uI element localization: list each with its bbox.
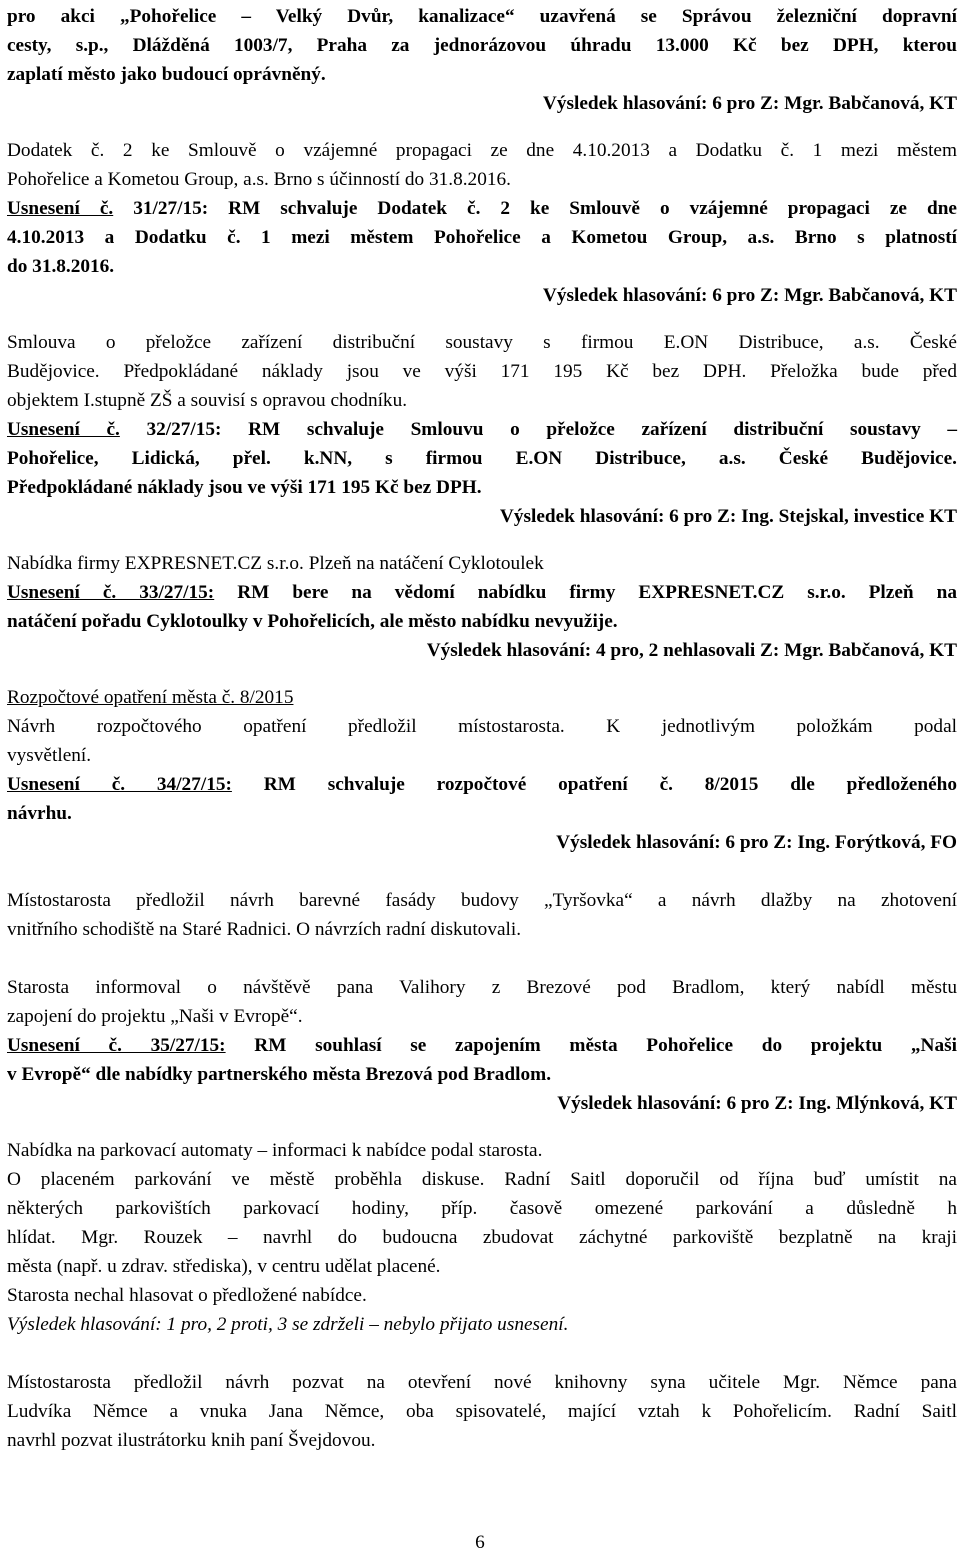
text-line: Nabídka firmy EXPRESNET.CZ s.r.o. Plzeň na natáčení Cyklotoulek	[7, 553, 544, 574]
resolution-label: Usnesení č. 35/27/15:	[7, 1035, 226, 1056]
resolution-text: RM bere na vědomí nabídku firmy EXPRESNET.CZ s.r.o. Plzeň na	[214, 582, 957, 603]
resolution-text: 4.10.2013 a Dodatku č. 1 mezi městem Pohořelice a Kometou Group, a.s. Brno s platností	[7, 227, 957, 248]
text-line: pro akci „Pohořelice – Velký Dvůr, kanalizace“ uzavřená se Správou železniční dopravní	[7, 6, 957, 27]
text-line: Budějovice. Předpokládané náklady jsou ve výši 171 195 Kč bez DPH. Přeložka bude před	[7, 361, 957, 382]
resolution-text: natáčení pořadu Cyklotoulky v Pohořelicích, ale město nabídku nevyužije.	[7, 611, 618, 632]
text-line: vnitřního schodiště na Staré Radnici. O návrzích radní diskutovali.	[7, 919, 522, 940]
section-heading: Rozpočtové opatření města č. 8/2015	[7, 687, 294, 708]
resolution-line	[7, 415, 957, 444]
text-line: Pohořelice a Kometou Group, a.s. Brno s účinností do 31.8.2016.	[7, 169, 511, 190]
text-line: Starosta nechal hlasovat o předložené nabídce.	[7, 1285, 367, 1306]
resolution-line	[7, 194, 957, 223]
text-line: Starosta informoval o návštěvě pana Valihory z Brezové pod Bradlom, který nabídl městu	[7, 977, 957, 998]
spacer	[7, 531, 957, 549]
text-line: vysvětlení.	[7, 745, 92, 766]
page-number: 6	[475, 1532, 485, 1553]
text-line: Ludvíka Němce a vnuka Jana Němce, oba spisovatelé, mající vztah k Pohořelicím. Radní Saitl	[7, 1401, 957, 1422]
resolution-text: RM schvaluje rozpočtové opatření č. 8/2015 dle předloženého	[231, 774, 958, 795]
resolution-text: návrhu.	[7, 803, 72, 824]
resolution-line	[7, 578, 957, 607]
spacer	[7, 1339, 957, 1368]
text-line: zaplatí město jako budoucí oprávněný.	[7, 64, 326, 85]
spacer	[7, 857, 957, 886]
resolution-number: 32/27/15:	[119, 419, 222, 440]
vote-result-italic: Výsledek hlasování: 1 pro, 2 proti, 3 se zdrželi – nebylo přijato usnesení.	[7, 1314, 569, 1335]
text-line: navrhl pozvat ilustrátorku knih paní Švejdovou.	[7, 1430, 376, 1451]
text-line: Dodatek č. 2 ke Smlouvě o vzájemné propagaci ze dne 4.10.2013 a Dodatku č. 1 mezi městem	[7, 140, 957, 161]
resolution-label: Usnesení č. 34/27/15:	[7, 774, 232, 795]
spacer	[7, 118, 957, 136]
resolution-line	[7, 1031, 957, 1060]
text-line: hlídat. Mgr. Rouzek – navrhl do budoucna zbudovat záchytné parkoviště bezplatně na kraji	[7, 1227, 957, 1248]
resolution-line	[7, 770, 957, 799]
text-line: města (např. u zdrav. střediska), v centru udělat placené.	[7, 1256, 441, 1277]
resolution-text: RM schvaluje Smlouvu o přeložce zařízení distribuční soustavy –	[221, 419, 957, 440]
vote-result: Výsledek hlasování: 4 pro, 2 nehlasovali Z: Mgr. Babčanová, KT	[426, 640, 957, 661]
resolution-label: Usnesení č. 33/27/15:	[7, 582, 215, 603]
spacer	[7, 665, 957, 683]
vote-result: Výsledek hlasování: 6 pro Z: Ing. Stejskal, investice KT	[499, 506, 957, 527]
document-page	[7, 2, 957, 1455]
spacer	[7, 1118, 957, 1136]
text-line: Nabídka na parkovací automaty – informaci k nabídce podal starosta.	[7, 1140, 543, 1161]
vote-result: Výsledek hlasování: 6 pro Z: Ing. Forýtková, FO	[556, 832, 957, 853]
resolution-text: Předpokládané náklady jsou ve výši 171 195 Kč bez DPH.	[7, 477, 482, 498]
spacer	[7, 310, 957, 328]
text-line: O placeném parkování ve městě proběhla diskuse. Radní Saitl doporučil od října buď umístit na	[7, 1169, 957, 1190]
text-line: cesty, s.p., Dlážděná 1003/7, Praha za jednorázovou úhradu 13.000 Kč bez DPH, kterou	[7, 35, 957, 56]
text-line: zapojení do projektu „Naši v Evropě“.	[7, 1006, 303, 1027]
resolution-text: RM souhlasí se zapojením města Pohořelice do projektu „Naši	[225, 1035, 957, 1056]
spacer	[7, 944, 957, 973]
resolution-text: Pohořelice, Lidická, přel. k.NN, s firmou E.ON Distribuce, a.s. České Budějovice.	[7, 448, 957, 469]
text-line: Smlouva o přeložce zařízení distribuční soustavy s firmou E.ON Distribuce, a.s. České	[7, 332, 957, 353]
text-line: Návrh rozpočtového opatření předložil místostarosta. K jednotlivým položkám podal	[7, 716, 957, 737]
text-line: Místostarosta předložil návrh barevné fasády budovy „Tyršovka“ a návrh dlažby na zhotovení	[7, 890, 957, 911]
resolution-text: 31/27/15: RM schvaluje Dodatek č. 2 ke Smlouvě o vzájemné propagaci ze dne	[113, 198, 957, 219]
resolution-label: Usnesení č.	[7, 198, 114, 219]
resolution-text: v Evropě“ dle nabídky partnerského města Brezová pod Bradlom.	[7, 1064, 552, 1085]
resolution-text: do 31.8.2016.	[7, 256, 115, 277]
vote-result: Výsledek hlasování: 6 pro Z: Mgr. Babčanová, KT	[542, 285, 957, 306]
text-line: Místostarosta předložil návrh pozvat na otevření nové knihovny syna učitele Mgr. Němce pana	[7, 1372, 957, 1393]
resolution-label: Usnesení č.	[7, 419, 120, 440]
text-line: objektem I.stupně ZŠ a souvisí s opravou chodníku.	[7, 390, 408, 411]
vote-result: Výsledek hlasování: 6 pro Z: Mgr. Babčanová, KT	[542, 93, 957, 114]
text-line: některých parkovištích parkovací hodiny, příp. časově omezené parkování a důsledně h	[7, 1198, 957, 1219]
vote-result: Výsledek hlasování: 6 pro Z: Ing. Mlýnková, KT	[557, 1093, 957, 1114]
